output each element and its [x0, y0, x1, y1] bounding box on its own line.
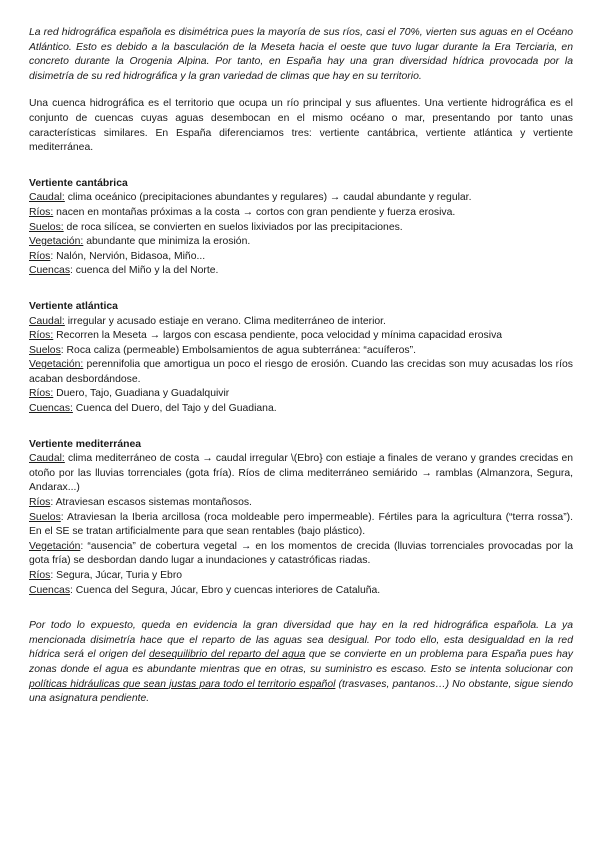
item-text: nacen en montañas próximas a la costa → cortos con gran pendiente y fuerza erosiva. — [53, 206, 456, 218]
item-label: Suelos — [29, 511, 61, 523]
item-text: : Atraviesan escasos sistemas montañosos. — [50, 497, 252, 509]
list-item — [29, 235, 573, 250]
list-item — [29, 452, 573, 496]
item-label: Caudal: — [29, 315, 65, 327]
section-mediterranea — [29, 438, 573, 599]
item-text: abundante que minimiza la erosión. — [83, 236, 251, 248]
list-item — [29, 387, 573, 402]
item-label: Ríos — [29, 497, 51, 509]
definition-paragraph: Una cuenca hidrográfica es el territorio que ocupa un río principal y sus afluentes. Una vertiente hidrográfica es el conjunto de cuencas cuyas aguas desembocan en el mismo océano o mar, presentando por tanto unas características similares. En España diferenciamos tres: vertiente cantábrica, vertiente atlántica y vertiente mediterránea. — [29, 98, 573, 154]
list-item — [29, 496, 573, 511]
item-label: Caudal: — [29, 453, 65, 465]
item-label: Ríos — [29, 570, 51, 581]
conclusion-text: Por todo lo expuesto, queda en evidencia la gran diversidad que hay en la red hidrográfica española. La ya mencionada disimetría hace que el reparto de las aguas sea desigual. Por todo ello, esta desigualdad en la red hídrica será el origen del — [29, 620, 573, 661]
conclusion-paragraph — [29, 619, 573, 707]
item-label: Suelos — [29, 344, 61, 356]
list-item — [29, 358, 573, 387]
conclusion-underlined-phrase: políticas hidráulicas que sean justas para todo el territorio español — [29, 678, 336, 690]
conclusion-text: que se convierte en un problema para España pues hay zonas donde el agua es abundante mientras que en otras, su suministro es escaso. Esto se intenta solucionar con — [29, 649, 573, 675]
item-text: : Atraviesan la Iberia arcillosa (roca moldeable pero impermeable). Fértiles para la agricultura (“terra rossa”). En el SE se tratan artificialmente para que sean rentables (bajo plástico). — [29, 511, 573, 538]
item-label: Cuencas — [29, 265, 71, 277]
item-label: Vegetación: — [29, 236, 84, 248]
list-item — [29, 221, 573, 236]
conclusion-text: (trasvases, pantanos…) No obstante, sigue siendo una asignatura pendiente. — [29, 678, 573, 705]
item-text: : Segura, Júcar, Turia y Ebro — [50, 570, 183, 581]
item-label: Vegetación — [29, 540, 81, 552]
item-text: Duero, Tajo, Guadiana y Guadalquivir — [53, 388, 230, 400]
section-cantabrica — [29, 177, 573, 279]
item-text: clima oceánico (precipitaciones abundantes y regulares) → caudal abundante y regular. — [64, 192, 472, 204]
item-label: Ríos: — [29, 388, 54, 400]
item-text: irregular y acusado estiaje en verano. Clima mediterráneo de interior. — [64, 315, 386, 327]
item-label: Caudal: — [29, 192, 65, 204]
item-text: clima mediterráneo de costa → caudal irregular \(Ebro} con estiaje a finales de verano y grandes crecidas en otoño por las lluvias torrenciales (gota fría). Ríos de clima mediterráneo semiárido → ramblas (Almanzora, Segura, Andarax...) — [29, 453, 573, 494]
list-item — [29, 191, 573, 206]
list-item — [29, 402, 573, 417]
list-item — [29, 206, 573, 221]
list-item — [29, 250, 573, 265]
list-item — [29, 264, 573, 279]
item-text: : Roca caliza (permeable) Embolsamientos de agua subterránea: “acuíferos”. — [60, 344, 416, 356]
item-label: Ríos — [29, 250, 51, 262]
item-text: perennifolia que amortigua un poco el riesgo de erosión. Cuando las crecidas son muy acusadas los ríos acaban desbordándose. — [29, 359, 573, 385]
section-title: Vertiente cantábrica — [29, 177, 128, 189]
list-item — [29, 511, 573, 540]
item-text: Cuenca del Duero, del Tajo y del Guadiana. — [72, 403, 277, 415]
list-item — [29, 329, 573, 344]
conclusion-underlined-phrase: desequilibrio del reparto del agua — [148, 649, 306, 661]
item-label: Cuencas — [29, 584, 71, 596]
item-label: Suelos: — [29, 221, 64, 233]
item-text: Recorren la Meseta → largos con escasa pendiente, poca velocidad y mínima capacidad erosiva — [53, 330, 503, 342]
section-title: Vertiente atlántica — [29, 300, 118, 312]
item-label: Ríos: — [29, 206, 54, 218]
item-label: Vegetación: — [29, 359, 84, 371]
section-title: Vertiente mediterránea — [29, 438, 142, 450]
list-item — [29, 569, 573, 584]
intro-paragraph: La red hidrográfica española es disimétrica pues la mayoría de sus ríos, casi el 70%, vierten sus aguas en el Océano Atlántico. Esto es debido a la basculación de la Meseta hacia el oeste que tuvo lugar durante la Era Terciaria, en concreto durante la Orogenia Alpina. Por tanto, en España hay una gran diversidad hídrica provocada por la disimetría de su red hidrográfica y la gran variedad de climas que hay en su territorio. — [29, 27, 573, 82]
list-item — [29, 315, 573, 330]
item-text: : Cuenca del Segura, Júcar, Ebro y cuencas interiores de Cataluña. — [70, 584, 381, 596]
item-text: : cuenca del Miño y la del Norte. — [70, 265, 219, 277]
item-text: : Nalón, Nervión, Bidasoa, Miño... — [50, 250, 206, 262]
list-item — [29, 584, 573, 599]
item-label: Ríos: — [29, 330, 54, 342]
item-label: Cuencas: — [29, 403, 73, 415]
list-item — [29, 540, 573, 569]
list-item — [29, 344, 573, 359]
item-text: : “ausencia” de cobertura vegetal → en los momentos de crecida (lluvias torrenciales provocadas por la gota fría) se desbordan dando lugar a inundaciones y catastróficas riadas. — [29, 540, 573, 567]
section-atlantica — [29, 300, 573, 417]
item-text: de roca silícea, se convierten en suelos lixiviados por las precipitaciones. — [63, 221, 403, 233]
document-page — [29, 26, 573, 707]
